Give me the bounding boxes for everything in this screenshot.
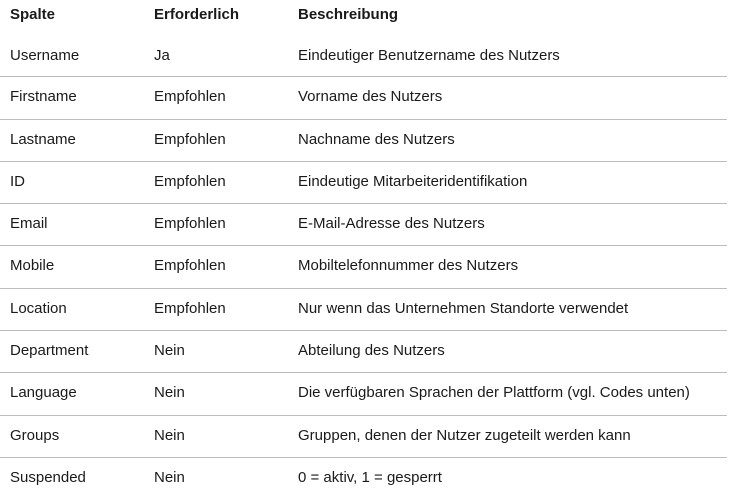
cell-erforderlich: Empfohlen — [154, 215, 226, 233]
table-row — [0, 203, 729, 245]
table-body — [0, 34, 729, 499]
table-row — [0, 245, 729, 287]
cell-erforderlich: Empfohlen — [154, 172, 226, 190]
cell-erforderlich: Empfohlen — [154, 130, 226, 148]
row-divider — [0, 457, 727, 458]
row-divider — [0, 330, 727, 331]
table-row — [0, 288, 729, 330]
cell-erforderlich: Ja — [154, 47, 170, 64]
cell-beschreibung: Abteilung des Nutzers — [298, 342, 445, 360]
cell-spalte: Groups — [10, 426, 60, 444]
cell-erforderlich: Nein — [154, 342, 185, 360]
cell-beschreibung: Die verfügbaren Sprachen der Plattform (vgl. Codes unten) — [298, 384, 690, 402]
row-divider — [0, 245, 727, 246]
cell-beschreibung: 0 = aktiv, 1 = gesperrt — [298, 468, 442, 486]
cell-spalte: Username — [10, 47, 80, 64]
table-row — [0, 76, 729, 118]
cell-spalte: Firstname — [10, 88, 77, 106]
cell-erforderlich: Nein — [154, 384, 185, 402]
table-row — [0, 161, 729, 203]
cell-beschreibung: Nachname des Nutzers — [298, 130, 455, 148]
row-divider — [0, 288, 727, 289]
table-row — [0, 34, 729, 76]
table-row — [0, 330, 729, 372]
cell-beschreibung: Nur wenn das Unternehmen Standorte verwendet — [298, 299, 629, 317]
cell-erforderlich: Empfohlen — [154, 257, 226, 275]
cell-beschreibung: Eindeutiger Benutzername des Nutzers — [298, 47, 560, 64]
cell-spalte: Language — [10, 384, 77, 402]
row-divider — [0, 119, 727, 120]
row-divider — [0, 203, 727, 204]
header-beschreibung: Beschreibung — [298, 6, 399, 23]
cell-spalte: Mobile — [10, 257, 55, 275]
header-spalte: Spalte — [10, 6, 56, 23]
cell-erforderlich: Nein — [154, 426, 185, 444]
cell-spalte: Suspended — [10, 468, 86, 486]
cell-spalte: Department — [10, 342, 89, 360]
row-divider — [0, 415, 727, 416]
cell-erforderlich: Nein — [154, 468, 185, 486]
table-row — [0, 415, 729, 457]
row-divider — [0, 161, 727, 162]
cell-beschreibung: Vorname des Nutzers — [298, 88, 443, 106]
cell-spalte: ID — [10, 172, 25, 190]
table-header-row — [0, 0, 729, 34]
table-row — [0, 372, 729, 414]
cell-spalte: Location — [10, 299, 67, 317]
row-divider — [0, 372, 727, 373]
cell-erforderlich: Empfohlen — [154, 88, 226, 106]
row-divider — [0, 76, 727, 77]
cell-erforderlich: Empfohlen — [154, 299, 226, 317]
cell-beschreibung: Gruppen, denen der Nutzer zugeteilt werden kann — [298, 426, 631, 444]
cell-beschreibung: Eindeutige Mitarbeiteridentifikation — [298, 172, 528, 190]
header-erforderlich: Erforderlich — [154, 6, 240, 23]
cell-beschreibung: Mobiltelefonnummer des Nutzers — [298, 257, 519, 275]
table-row — [0, 119, 729, 161]
cell-spalte: Lastname — [10, 130, 76, 148]
cell-beschreibung: E-Mail-Adresse des Nutzers — [298, 215, 485, 233]
cell-spalte: Email — [10, 215, 48, 233]
table-row — [0, 457, 729, 499]
